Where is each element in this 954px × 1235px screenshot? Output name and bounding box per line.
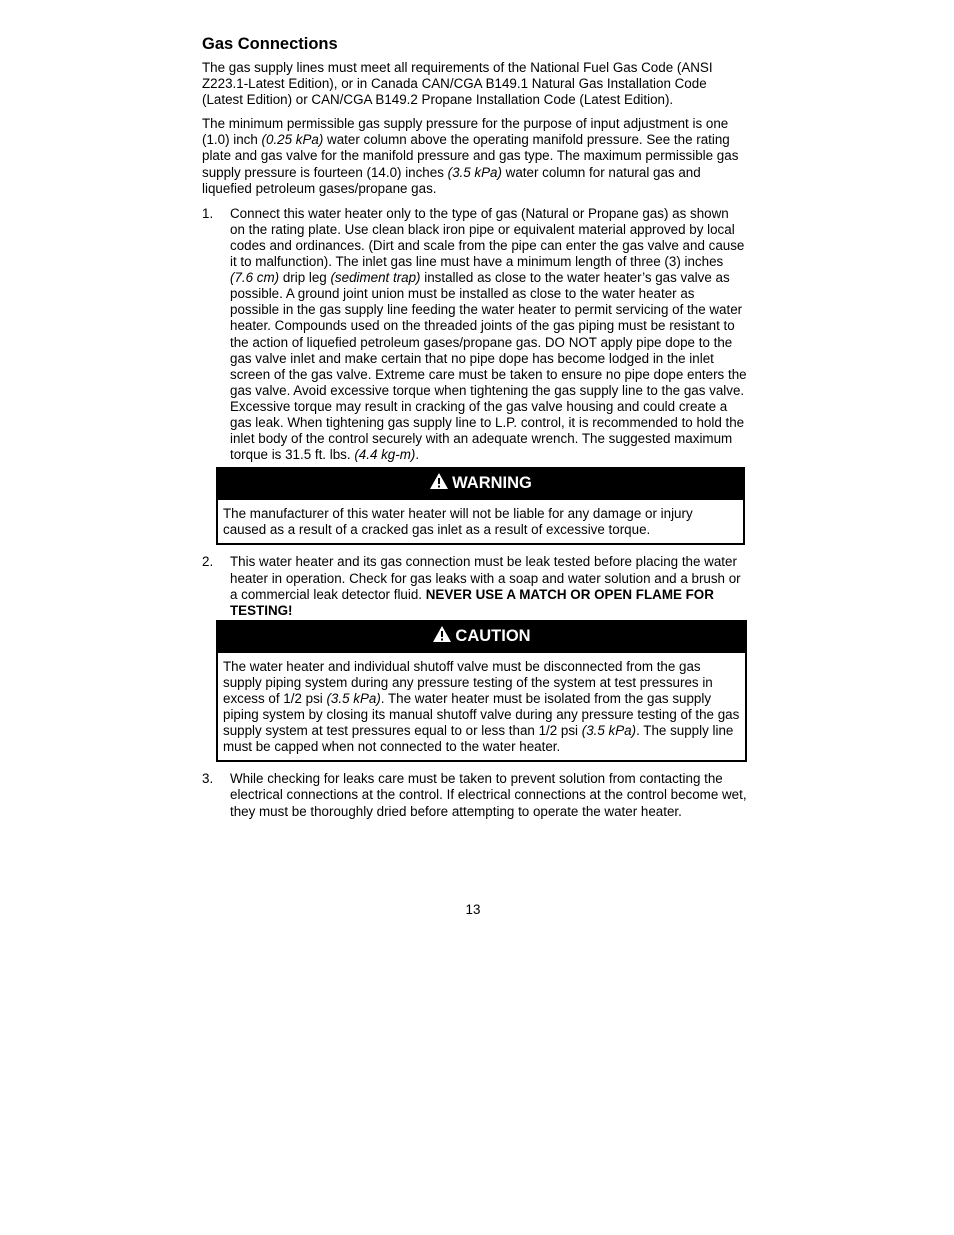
warning-box bbox=[216, 467, 745, 545]
bold-text: NEVER USE A MATCH OR OPEN FLAME FOR TESTING! bbox=[230, 586, 714, 618]
list-number: 3. bbox=[202, 771, 214, 787]
section-heading: Gas Connections bbox=[202, 35, 338, 53]
text: . The water heater must be isolated from the gas supply piping system by closing its manual shutoff valve during any pressure testing of the gas supply system at test pressures equal to or less than 1/2 psi bbox=[223, 691, 740, 739]
page-number: 13 bbox=[465, 902, 481, 917]
document-page bbox=[202, 34, 747, 820]
text: water column for natural gas and liquefied petroleum gases/propane gas. bbox=[202, 164, 701, 196]
text: drip leg bbox=[279, 270, 331, 286]
warning-header bbox=[218, 469, 743, 500]
warning-body: The manufacturer of this water heater will not be liable for any damage or injury caused as a result of a cracked gas inlet as a result of excessive torque. bbox=[223, 506, 693, 538]
text: Connect this water heater only to the type of gas (Natural or Propane gas) as shown on the rating plate. Use clean black iron pipe or equivalent material approved by local codes and ordinances. (Dirt and scale from the pipe can enter the gas valve and cause it to malfunction). The inlet gas line must have a minimum length of three (3) inches bbox=[230, 205, 745, 270]
text: The water heater and individual shutoff valve must be disconnected from the gas supply piping system during any pressure testing of the system at test pressures in excess of 1/2 psi bbox=[223, 658, 713, 706]
text: This water heater and its gas connection must be leak tested before placing the water heater in operation. Check for gas leaks with a soap and water solution and a brush or a commercial leak detector fluid. bbox=[230, 554, 741, 602]
list-number: 2. bbox=[202, 554, 214, 570]
text: . bbox=[415, 447, 420, 463]
paragraph-gas-pressure bbox=[202, 116, 747, 196]
warning-triangle-icon bbox=[429, 472, 449, 495]
italic-text: (3.5 kPa) bbox=[581, 723, 637, 739]
list-item-1 bbox=[202, 206, 747, 464]
text: While checking for leaks care must be taken to prevent solution from contacting the electrical connections at the control. If electrical connections at the control become wet, they must be thoroughly dried before attempting to operate the water heater. bbox=[230, 771, 747, 819]
text: . The supply line must be capped when not connected to the water heater. bbox=[223, 723, 734, 755]
caution-header bbox=[218, 622, 745, 653]
warning-triangle-icon bbox=[432, 625, 452, 648]
caution-box bbox=[216, 620, 747, 763]
caution-label: CAUTION bbox=[455, 626, 531, 645]
italic-text: (3.5 kPa) bbox=[326, 691, 381, 706]
text: water column above the operating manifold pressure. See the rating plate and gas valve for the manifold pressure and gas type. The maximum permissible gas supply pressure is fourteen (14.0) inches bbox=[202, 132, 739, 180]
text: installed as close to the water heater’s gas valve as possible. A ground joint union must be installed as close to the water heater as possible in the gas supply line feeding the water heater to permit servicing of the water heater. Compounds used on the threaded joints of the gas piping must be resistant to the action of liquefied petroleum gases/propane gas. DO NOT apply pipe dope to the gas valve inlet and make certain that no pipe dope has become lodged in the inlet screen of the gas valve. Extreme care must be taken to ensure no pipe dope enters the gas valve. Avoid excessive torque when tightening the gas supply line to the gas valve. Excessive torque may result in cracking of the gas valve housing and could create a gas leak. When tightening gas supply line to L.P. control, it is recommended to hold the inlet body of the control securely with an adequate wrench. The suggested maximum torque is 31.5 ft. lbs. bbox=[230, 270, 747, 463]
italic-text: (sediment trap) bbox=[330, 270, 421, 286]
italic-text: (7.6 cm) bbox=[230, 270, 280, 286]
italic-text: (0.25 kPa) bbox=[261, 132, 324, 148]
italic-text: (3.5 kPa) bbox=[447, 164, 502, 180]
italic-text: (4.4 kg-m) bbox=[354, 447, 416, 463]
paragraph-gas-codes: The gas supply lines must meet all requirements of the National Fuel Gas Code (ANSI Z223.1-Latest Edition), or in Canada CAN/CGA B149.1 Natural Gas Installation Code (Latest Edition) or CAN/CGA B149.2 Propane Installation Code (Latest Edition). bbox=[202, 60, 713, 108]
list-number: 1. bbox=[202, 205, 214, 221]
list-item-3 bbox=[202, 771, 747, 819]
text: The minimum permissible gas supply pressure for the purpose of input adjustment is one (1.0) inch bbox=[202, 116, 729, 148]
caution-body bbox=[218, 653, 745, 761]
warning-label: WARNING bbox=[452, 474, 532, 493]
list-item-2 bbox=[202, 554, 747, 618]
